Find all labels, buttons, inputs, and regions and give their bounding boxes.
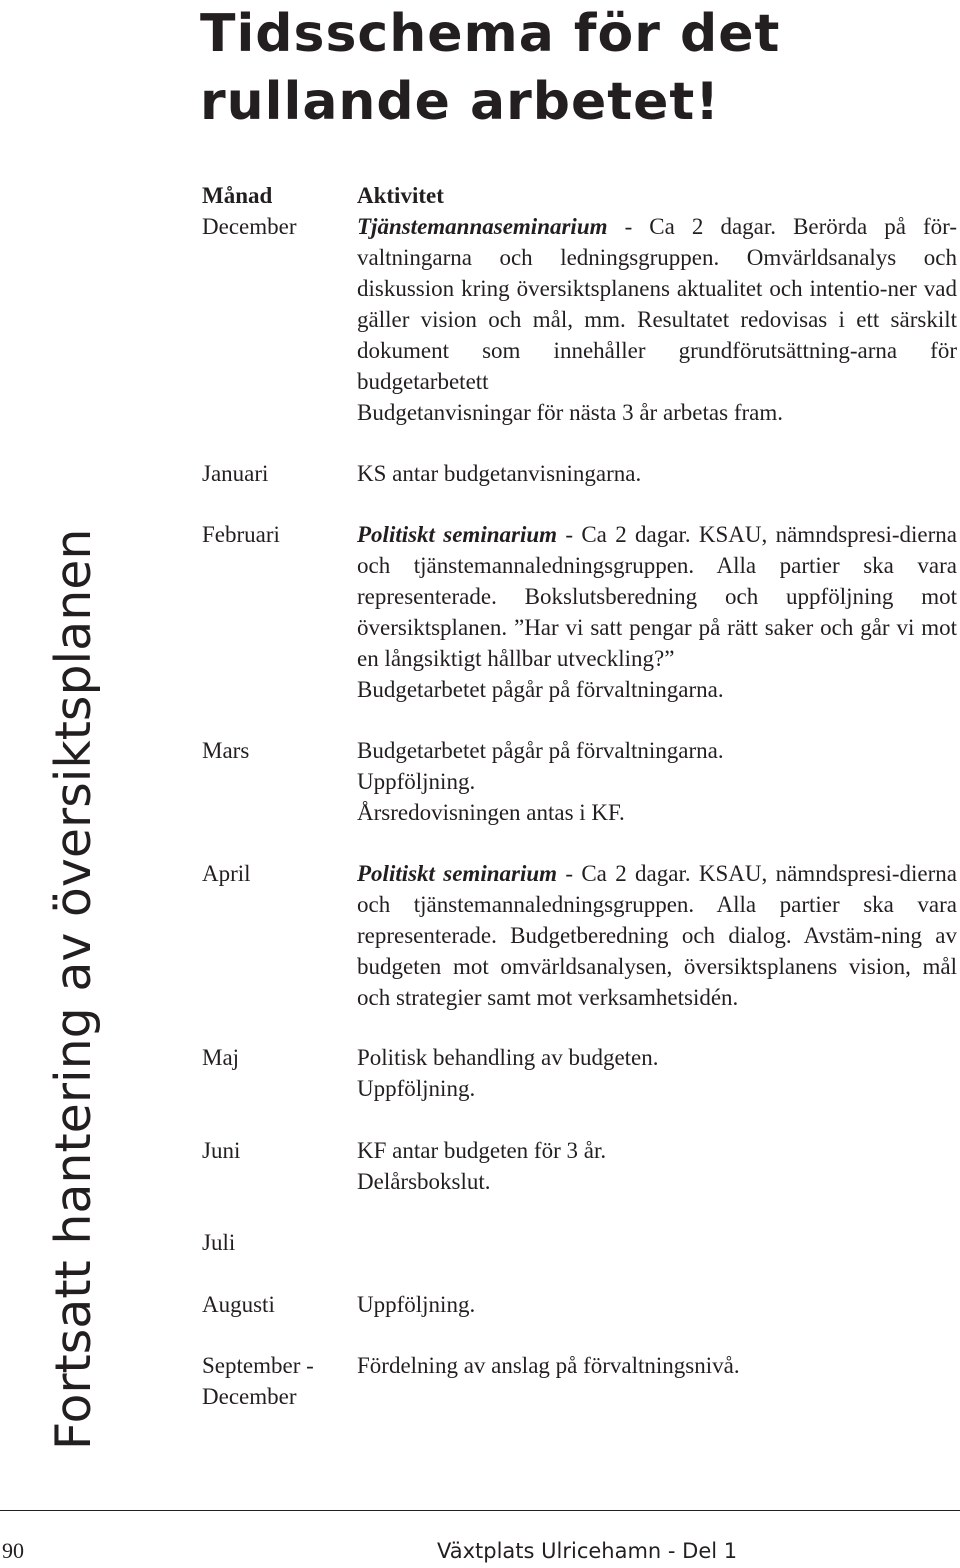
month-cell: Februari (202, 522, 280, 547)
activity-text: Årsredovisningen antas i KF. (357, 800, 625, 825)
seminar-name: Politiskt seminarium (357, 861, 558, 886)
activity-cell (357, 858, 957, 1013)
activity-text: Budgetarbetet pågår på förvaltningarna. (357, 677, 724, 702)
page-number: 90 (2, 1538, 24, 1563)
activity-paragraph (357, 211, 957, 397)
activity-cell (357, 735, 957, 828)
activity-text: Uppföljning. (357, 1292, 476, 1317)
page-title-line-1: Tidsschema för det (200, 4, 781, 64)
activity-text: - Ca 2 dagar. KSAU, nämndspresi-dierna och tjänstemannaledningsgruppen. Alla partier ska vara representerade. Bokslutsberedning och uppföljning mot översiktsplanen. ”Har vi satt pengar på rätt saker och går vi mot en långsiktigt hållbar utveckling?” (357, 522, 957, 671)
activity-cell (357, 1289, 957, 1320)
month-cell: Juni (202, 1138, 241, 1163)
activity-paragraph (357, 735, 957, 766)
month-cell: Juli (202, 1230, 236, 1255)
activity-paragraph (357, 797, 957, 828)
activity-paragraph (357, 519, 957, 674)
activity-text: Budgetanvisningar för nästa 3 år arbetas fram. (357, 400, 783, 425)
activity-paragraph (357, 766, 957, 797)
page-title (200, 0, 950, 136)
activity-paragraph (357, 397, 957, 428)
activity-text: Budgetarbetet pågår på förvaltningarna. (357, 738, 724, 763)
footer-divider (0, 1510, 960, 1511)
activity-text: Politisk behandling av budgeten. (357, 1045, 659, 1070)
month-cell: Mars (202, 738, 250, 763)
activity-paragraph (357, 1166, 957, 1197)
activity-text: Delårsbokslut. (357, 1169, 491, 1194)
month-column-header: Månad (202, 183, 273, 208)
activity-cell (357, 519, 957, 705)
activity-cell (357, 458, 957, 489)
activity-cell (357, 1042, 957, 1104)
month-cell: April (202, 861, 251, 886)
activity-text: - Ca 2 dagar. KSAU, nämndspresi-dierna och tjänstemannaledningsgruppen. Alla partier ska vara representerade. Budgetberedning och dialog. Avstäm-ning av budgeten mot omvärldsanalysen, översiktsplanens vision, mål och strategier samt mot verksamhetsidén. (357, 861, 957, 1010)
activity-text: KF antar budgeten för 3 år. (357, 1138, 607, 1163)
month-cell: September - December (202, 1353, 314, 1409)
activity-paragraph (357, 674, 957, 705)
side-title: Fortsatt hantering av översiktsplanen (45, 528, 102, 1450)
activity-paragraph (357, 1289, 957, 1320)
page-title-line-2: rullande arbetet! (200, 72, 720, 132)
publication-title: Växtplats Ulricehamn - Del 1 (437, 1539, 738, 1563)
month-cell: Maj (202, 1045, 240, 1070)
activity-paragraph (357, 1135, 957, 1166)
month-cell: December (202, 214, 297, 239)
month-cell: Januari (202, 461, 269, 486)
activity-paragraph (357, 1350, 957, 1381)
activity-column-header: Aktivitet (357, 183, 444, 208)
activity-paragraph (357, 858, 957, 1013)
activity-paragraph (357, 458, 957, 489)
seminar-name: Tjänstemannaseminarium (357, 214, 608, 239)
activity-text: KS antar budgetanvisningarna. (357, 461, 642, 486)
activity-text: - Ca 2 dagar. Berörda på för-valtningarna och ledningsgruppen. Omvärldsanalys och diskussion kring översiktsplanens aktualitet och intentio-ner vad gäller vision och mål, mm. Resultatet redovisas i ett särskilt dokument som innehåller grundförutsättning-arna för budgetarbetett (357, 214, 957, 394)
activity-text: Uppföljning. (357, 1076, 476, 1101)
activity-text: Fördelning av anslag på förvaltningsnivå. (357, 1353, 740, 1378)
seminar-name: Politiskt seminarium (357, 522, 558, 547)
activity-text: Uppföljning. (357, 769, 476, 794)
activity-paragraph (357, 1042, 957, 1073)
activity-cell (357, 1135, 957, 1197)
month-cell: Augusti (202, 1292, 275, 1317)
activity-cell (357, 1350, 957, 1381)
activity-paragraph (357, 1073, 957, 1104)
activity-cell (357, 211, 957, 428)
